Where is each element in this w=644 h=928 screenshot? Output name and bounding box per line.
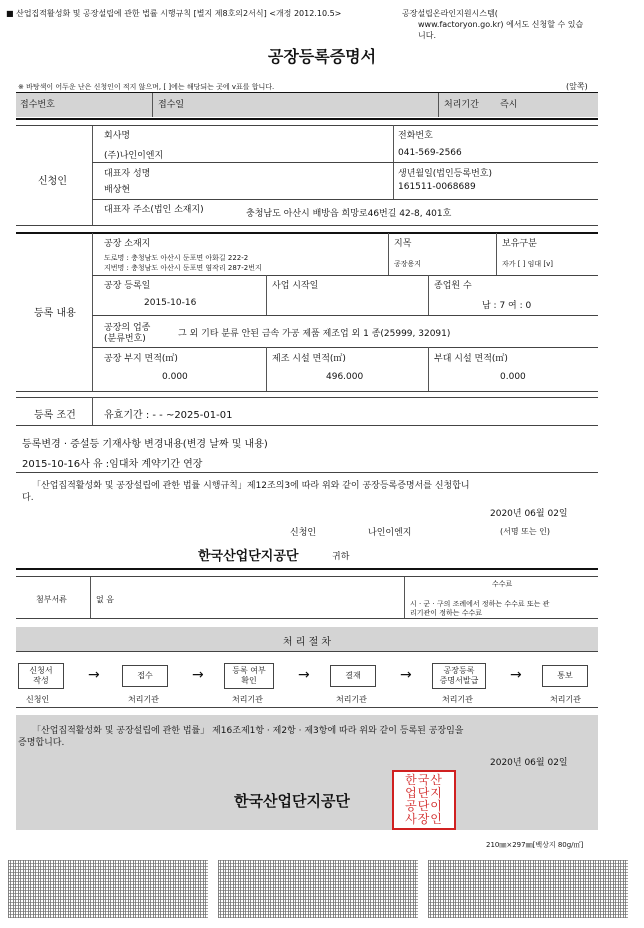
verification-barcode bbox=[428, 860, 628, 918]
system-note-3: 니다. bbox=[418, 31, 436, 40]
birth-label: 생년월일(법인등록번호) bbox=[398, 169, 492, 179]
receipt-date-label: 접수일 bbox=[158, 100, 185, 110]
fee-text-1: 시 · 군 · 구의 조례에서 정하는 수수료 또는 관 bbox=[410, 600, 550, 608]
paper-size: 210㎜×297㎜[백상지 80g/㎡] bbox=[486, 841, 584, 849]
certification-text-2: 증명합니다. bbox=[18, 738, 65, 748]
process-step-1: 신청서 작성 bbox=[18, 663, 64, 689]
factory-location-label: 공장 소재지 bbox=[104, 239, 151, 249]
industry-label-2: (분류번호) bbox=[104, 334, 146, 344]
employees-label: 종업원 수 bbox=[434, 281, 472, 291]
arrow-icon: → bbox=[298, 667, 310, 683]
seal-text: 한국산업단지공단이사장인 bbox=[405, 773, 443, 826]
process-actor-3: 처리기관 bbox=[232, 695, 263, 704]
representative-value: 배상현 bbox=[104, 185, 131, 195]
aux-area-value: 0.000 bbox=[500, 372, 526, 382]
verification-barcode bbox=[218, 860, 418, 918]
process-actor-5: 처리기관 bbox=[442, 695, 473, 704]
fee-text-2: 리기관이 정하는 수수료 bbox=[410, 609, 483, 617]
process-actor-4: 처리기관 bbox=[336, 695, 367, 704]
processing-period-label: 처리기간 bbox=[444, 100, 479, 110]
aux-area-label: 부대 시설 면적(㎡) bbox=[434, 354, 508, 364]
receipt-number-label: 접수번호 bbox=[20, 100, 55, 110]
recipient: 한국산업단지공단 bbox=[198, 549, 299, 564]
system-note-2: www.factoryon.go.kr) 에서도 신청할 수 있습 bbox=[418, 20, 584, 29]
request-text-2: 다. bbox=[22, 493, 34, 503]
process-step-2: 접수 bbox=[122, 665, 168, 687]
attachments-value: 없 음 bbox=[96, 595, 114, 604]
arrow-icon: → bbox=[510, 667, 522, 683]
process-actor-1: 신청인 bbox=[26, 695, 50, 704]
birth-value: 161511-0068689 bbox=[398, 182, 476, 192]
processing-period-value: 즉시 bbox=[500, 100, 518, 110]
site-area-value: 0.000 bbox=[162, 372, 188, 382]
registration-section-label: 등록 내용 bbox=[34, 308, 76, 319]
mfg-area-label: 제조 시설 면적(㎡) bbox=[272, 354, 346, 364]
process-actor-6: 처리기관 bbox=[550, 695, 581, 704]
land-category-value: 공장용지 bbox=[394, 260, 422, 268]
system-note-1: 공장설립온라인지원시스템( bbox=[402, 9, 498, 18]
lot-address: 지번명 : 충청남도 아산시 둔포면 염작리 287-2번지 bbox=[104, 264, 262, 272]
process-step-4: 결재 bbox=[330, 665, 376, 687]
certification-text-1: 「산업집적활성화 및 공장설립에 관한 법률」 제16조제1항 · 제2항 · 제3항에 따라 위와 같이 등록된 공장임을 bbox=[32, 726, 464, 736]
phone-value: 041-569-2566 bbox=[398, 148, 462, 158]
instructions: ※ 바탕색이 어두운 난은 신청인이 적지 않으며, [ ]에는 해당되는 곳에 v표를 합니다. bbox=[18, 83, 275, 91]
arrow-icon: → bbox=[400, 667, 412, 683]
industry-value: 그 외 기타 분류 안된 금속 가공 제품 제조업 외 1 종(25999, 32091) bbox=[178, 329, 451, 339]
registration-date-label: 공장 등록일 bbox=[104, 281, 151, 291]
mfg-area-value: 496.000 bbox=[326, 372, 364, 382]
ownership-value: 자가 [ ] 임대 [v] bbox=[502, 260, 554, 268]
fee-label: 수수료 bbox=[492, 580, 513, 588]
changes-heading: 등록변경 · 증설등 기재사항 변경내용(변경 날짜 및 내용) bbox=[22, 439, 268, 450]
verification-barcode bbox=[8, 860, 208, 918]
employees-value: 남 : 7 여 : 0 bbox=[482, 301, 532, 311]
sign-hint: (서명 또는 인) bbox=[500, 527, 550, 536]
condition-value: 유효기간 : - - ~2025-01-01 bbox=[104, 410, 233, 421]
request-date: 2020년 06월 02일 bbox=[490, 509, 568, 519]
road-address: 도로명 : 충청남도 아산시 둔포면 아화길 222-2 bbox=[104, 254, 249, 262]
page-side: (앞쪽) bbox=[566, 82, 588, 91]
certification-date: 2020년 06월 02일 bbox=[490, 758, 568, 768]
legal-note: ■ 산업집적활성화 및 공장설립에 관한 법률 시행규칙 [별지 제8호의2서식] <개정 2012.10.5> bbox=[6, 9, 342, 18]
attachments-label: 첨부서류 bbox=[36, 595, 67, 604]
company-value: (주)나인이엔지 bbox=[104, 151, 164, 161]
arrow-icon: → bbox=[88, 667, 100, 683]
land-category-label: 지목 bbox=[394, 239, 412, 249]
company-label: 회사명 bbox=[104, 131, 131, 141]
official-seal bbox=[392, 770, 456, 830]
process-step-5: 공장등록 증명서발급 bbox=[432, 663, 486, 689]
business-start-label: 사업 시작일 bbox=[272, 281, 319, 291]
ownership-label: 보유구분 bbox=[502, 239, 537, 249]
issuer-name: 한국산업단지공단 bbox=[234, 792, 350, 810]
arrow-icon: → bbox=[192, 667, 204, 683]
process-title: 처 리 절 차 bbox=[16, 627, 598, 651]
recipient-suffix: 귀하 bbox=[332, 552, 350, 562]
applicant-section-label: 신청인 bbox=[38, 176, 67, 187]
changes-entry: 2015-10-16사 유 :임대차 계약기간 연장 bbox=[22, 459, 203, 470]
condition-label: 등록 조건 bbox=[34, 410, 76, 421]
request-text-1: 「산업집적활성화 및 공장설립에 관한 법률 시행규칙」제12조의3에 따라 위와 같이 공장등록증명서를 신청합니 bbox=[32, 481, 470, 491]
applicant-sign-value: 나인이엔지 bbox=[368, 528, 412, 538]
process-actor-2: 처리기관 bbox=[128, 695, 159, 704]
representative-label: 대표자 성명 bbox=[104, 169, 151, 179]
address-label: 대표자 주소(법인 소재지) bbox=[104, 205, 204, 215]
registration-date-value: 2015-10-16 bbox=[144, 298, 197, 308]
process-step-6: 통보 bbox=[542, 665, 588, 687]
process-step-3: 등록 여부 확인 bbox=[224, 663, 274, 689]
phone-label: 전화번호 bbox=[398, 131, 433, 141]
applicant-sign-label: 신청인 bbox=[290, 528, 317, 538]
document-title: 공장등록증명서 bbox=[267, 47, 377, 66]
site-area-label: 공장 부지 면적(㎡) bbox=[104, 354, 178, 364]
address-value: 충청남도 아산시 배방읍 희망로46번길 42-8, 401호 bbox=[246, 209, 452, 219]
industry-label-1: 공장의 업종 bbox=[104, 323, 151, 333]
